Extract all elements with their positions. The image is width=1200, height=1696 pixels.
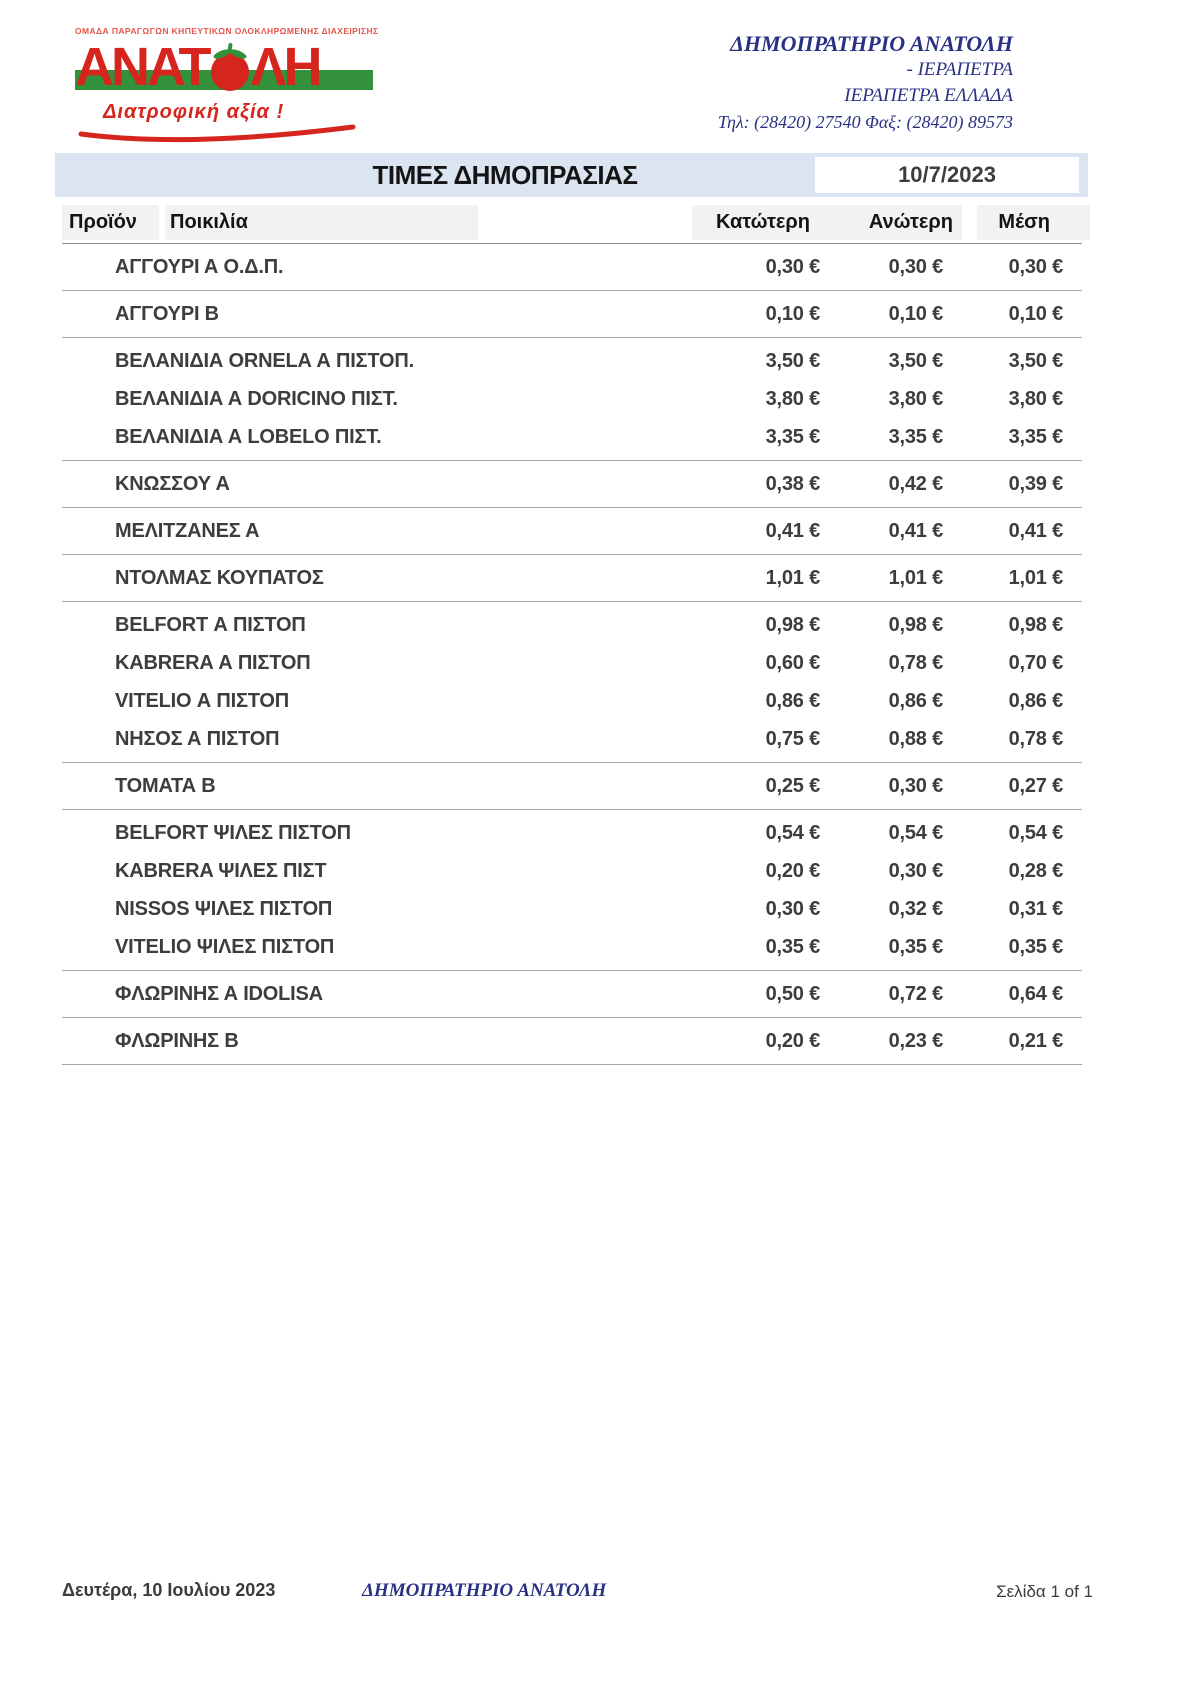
- low-price-cell: 0,98 €: [765, 614, 820, 636]
- high-price-cell: 0,42 €: [888, 473, 943, 495]
- variety-cell: ΝΗΣΟΣ Α ΠΙΣΤΟΠ: [115, 728, 280, 750]
- product-group: [62, 244, 1082, 291]
- low-price-cell: 0,20 €: [765, 860, 820, 882]
- company-name: ΔΗΜΟΠΡΑΤΗΡΙΟ ΑΝΑΤΟΛΗ: [730, 31, 1013, 56]
- price-row: [62, 380, 1082, 418]
- variety-cell: ΝΤΟΛΜΑΣ ΚΟΥΠΑΤΟΣ: [115, 567, 324, 589]
- low-price-cell: 0,41 €: [765, 520, 820, 542]
- price-row: [62, 682, 1082, 720]
- tomato-icon: [208, 41, 252, 93]
- avg-price-cell: 3,80 €: [1008, 388, 1063, 410]
- price-row: [62, 814, 1082, 852]
- company-location: - ΙΕΡΑΠΕΤΡΑ: [906, 59, 1013, 80]
- variety-cell: ΤΟΜΑΤΑ Β: [115, 775, 216, 797]
- high-price-cell: 0,35 €: [888, 936, 943, 958]
- variety-cell: VITELIO Α ΠΙΣΤΟΠ: [115, 690, 289, 712]
- variety-cell: ΒΕΛΑΝΙΔΙΑ Α LOBELO ΠΙΣΤ.: [115, 426, 382, 448]
- high-price-cell: 0,30 €: [888, 775, 943, 797]
- price-row: [62, 342, 1082, 380]
- footer-company: ΔΗΜΟΠΡΑΤΗΡΙΟ ΑΝΑΤΟΛΗ: [362, 1580, 607, 1601]
- variety-cell: KABRERA Α ΠΙΣΤΟΠ: [115, 652, 311, 674]
- price-row: [62, 644, 1082, 682]
- product-group: [62, 291, 1082, 338]
- col-header-low: Κατώτερη: [716, 211, 810, 233]
- high-price-cell: 0,30 €: [888, 256, 943, 278]
- product-group: [62, 602, 1082, 763]
- avg-price-cell: 1,01 €: [1008, 567, 1063, 589]
- high-price-cell: 0,88 €: [888, 728, 943, 750]
- price-row: [62, 852, 1082, 890]
- variety-cell: BELFORT ΨΙΛΕΣ ΠΙΣΤΟΠ: [115, 822, 351, 844]
- product-group: [62, 810, 1082, 971]
- brand-pre: ΑΝΑΤ: [75, 37, 209, 97]
- low-price-cell: 0,54 €: [765, 822, 820, 844]
- avg-price-cell: 0,78 €: [1008, 728, 1063, 750]
- col-header-variety: Ποικιλία: [170, 211, 248, 233]
- product-group: [62, 338, 1082, 461]
- high-price-cell: 0,10 €: [888, 303, 943, 325]
- avg-price-cell: 0,31 €: [1008, 898, 1063, 920]
- price-row: [62, 720, 1082, 758]
- product-group: [62, 1018, 1082, 1065]
- variety-cell: KABRERA ΨΙΛΕΣ ΠΙΣΤ: [115, 860, 327, 882]
- price-table-body: [62, 243, 1082, 1065]
- high-price-cell: 0,23 €: [888, 1030, 943, 1052]
- avg-price-cell: 0,64 €: [1008, 983, 1063, 1005]
- price-row: [62, 418, 1082, 456]
- variety-cell: VITELIO ΨΙΛΕΣ ΠΙΣΤΟΠ: [115, 936, 335, 958]
- high-price-cell: 3,35 €: [888, 426, 943, 448]
- low-price-cell: 0,30 €: [765, 256, 820, 278]
- high-price-cell: 0,30 €: [888, 860, 943, 882]
- low-price-cell: 0,75 €: [765, 728, 820, 750]
- variety-cell: ΦΛΩΡΙΝΗΣ Β: [115, 1030, 239, 1052]
- company-phone-fax: Τηλ: (28420) 27540 Φαξ: (28420) 89573: [717, 112, 1013, 132]
- anatoli-logo: [75, 26, 385, 152]
- variety-cell: ΚΝΩΣΣΟΥ Α: [115, 473, 230, 495]
- report-date: 10/7/2023: [815, 157, 1079, 193]
- variety-cell: ΒΕΛΑΝΙΔΙΑ ORNELA Α ΠΙΣΤΟΠ.: [115, 350, 414, 372]
- avg-price-cell: 0,98 €: [1008, 614, 1063, 636]
- page-footer: [62, 1580, 1138, 1610]
- logo-brand-text: [75, 37, 375, 97]
- avg-price-cell: 0,41 €: [1008, 520, 1063, 542]
- low-price-cell: 3,80 €: [765, 388, 820, 410]
- avg-price-cell: 0,30 €: [1008, 256, 1063, 278]
- low-price-cell: 0,50 €: [765, 983, 820, 1005]
- price-row: [62, 975, 1082, 1013]
- logo-org-line: ΟΜΑΔΑ ΠΑΡΑΓΩΓΩΝ ΚΗΠΕΥΤΙΚΩΝ ΟΛΟΚΛΗΡΩΜΕΝΗΣ ΔΙΑΧΕΙΡΙΣΗΣ: [75, 26, 379, 36]
- avg-price-cell: 0,28 €: [1008, 860, 1063, 882]
- price-row: [62, 295, 1082, 333]
- price-row: [62, 890, 1082, 928]
- col-header-high: Ανώτερη: [868, 211, 953, 233]
- price-row: [62, 512, 1082, 550]
- low-price-cell: 0,10 €: [765, 303, 820, 325]
- company-country: ΙΕΡΑΠΕΤΡΑ ΕΛΛΑΔΑ: [844, 85, 1013, 106]
- product-group: [62, 555, 1082, 602]
- avg-price-cell: 0,35 €: [1008, 936, 1063, 958]
- price-row: [62, 767, 1082, 805]
- high-price-cell: 0,41 €: [888, 520, 943, 542]
- low-price-cell: 0,86 €: [765, 690, 820, 712]
- variety-cell: ΜΕΛΙΤΖΑΝΕΣ Α: [115, 520, 260, 542]
- price-row: [62, 928, 1082, 966]
- col-header-product: Προϊόν: [69, 211, 137, 233]
- price-row: [62, 559, 1082, 597]
- product-group: [62, 508, 1082, 555]
- variety-cell: ΑΓΓΟΥΡΙ Α Ο.Δ.Π.: [115, 256, 284, 278]
- avg-price-cell: 0,39 €: [1008, 473, 1063, 495]
- high-price-cell: 0,54 €: [888, 822, 943, 844]
- avg-price-cell: 0,10 €: [1008, 303, 1063, 325]
- low-price-cell: 0,38 €: [765, 473, 820, 495]
- product-group: [62, 461, 1082, 508]
- high-price-cell: 1,01 €: [888, 567, 943, 589]
- low-price-cell: 0,25 €: [765, 775, 820, 797]
- high-price-cell: 0,72 €: [888, 983, 943, 1005]
- low-price-cell: 0,20 €: [765, 1030, 820, 1052]
- low-price-cell: 3,35 €: [765, 426, 820, 448]
- high-price-cell: 0,86 €: [888, 690, 943, 712]
- high-price-cell: 3,80 €: [888, 388, 943, 410]
- low-price-cell: 3,50 €: [765, 350, 820, 372]
- price-table-header: [62, 205, 1090, 240]
- low-price-cell: 1,01 €: [765, 567, 820, 589]
- price-row: [62, 1022, 1082, 1060]
- footer-date: Δευτέρα, 10 Ιουλίου 2023: [62, 1580, 276, 1600]
- avg-price-cell: 0,70 €: [1008, 652, 1063, 674]
- price-row: [62, 606, 1082, 644]
- product-group: [62, 763, 1082, 810]
- high-price-cell: 0,78 €: [888, 652, 943, 674]
- price-row: [62, 248, 1082, 286]
- avg-price-cell: 3,50 €: [1008, 350, 1063, 372]
- high-price-cell: 0,32 €: [888, 898, 943, 920]
- footer-page-number: Σελίδα 1 of 1: [996, 1582, 1093, 1601]
- variety-cell: BELFORT Α ΠΙΣΤΟΠ: [115, 614, 306, 636]
- high-price-cell: 3,50 €: [888, 350, 943, 372]
- avg-price-cell: 0,54 €: [1008, 822, 1063, 844]
- logo-brand: [75, 37, 375, 99]
- product-group: [62, 971, 1082, 1018]
- logo-tagline: Διατροφική αξία !: [103, 101, 285, 123]
- variety-cell: ΑΓΓΟΥΡΙ Β: [115, 303, 219, 325]
- variety-cell: NISSOS ΨΙΛΕΣ ΠΙΣΤΟΠ: [115, 898, 333, 920]
- variety-cell: ΒΕΛΑΝΙΔΙΑ Α DORICINO ΠΙΣΤ.: [115, 388, 398, 410]
- price-row: [62, 465, 1082, 503]
- brand-post: ΛΗ: [250, 37, 320, 97]
- variety-cell: ΦΛΩΡΙΝΗΣ Α IDOLISA: [115, 983, 323, 1005]
- page-title: ΤΙΜΕΣ ΔΗΜΟΠΡΑΣΙΑΣ: [372, 160, 638, 190]
- avg-price-cell: 0,21 €: [1008, 1030, 1063, 1052]
- low-price-cell: 0,35 €: [765, 936, 820, 958]
- avg-price-cell: 3,35 €: [1008, 426, 1063, 448]
- company-info: [718, 30, 1013, 135]
- low-price-cell: 0,30 €: [765, 898, 820, 920]
- logo-swoosh: [77, 124, 357, 146]
- col-header-avg: Μέση: [998, 211, 1050, 233]
- avg-price-cell: 0,27 €: [1008, 775, 1063, 797]
- high-price-cell: 0,98 €: [888, 614, 943, 636]
- title-bar: [55, 153, 1088, 197]
- low-price-cell: 0,60 €: [765, 652, 820, 674]
- avg-price-cell: 0,86 €: [1008, 690, 1063, 712]
